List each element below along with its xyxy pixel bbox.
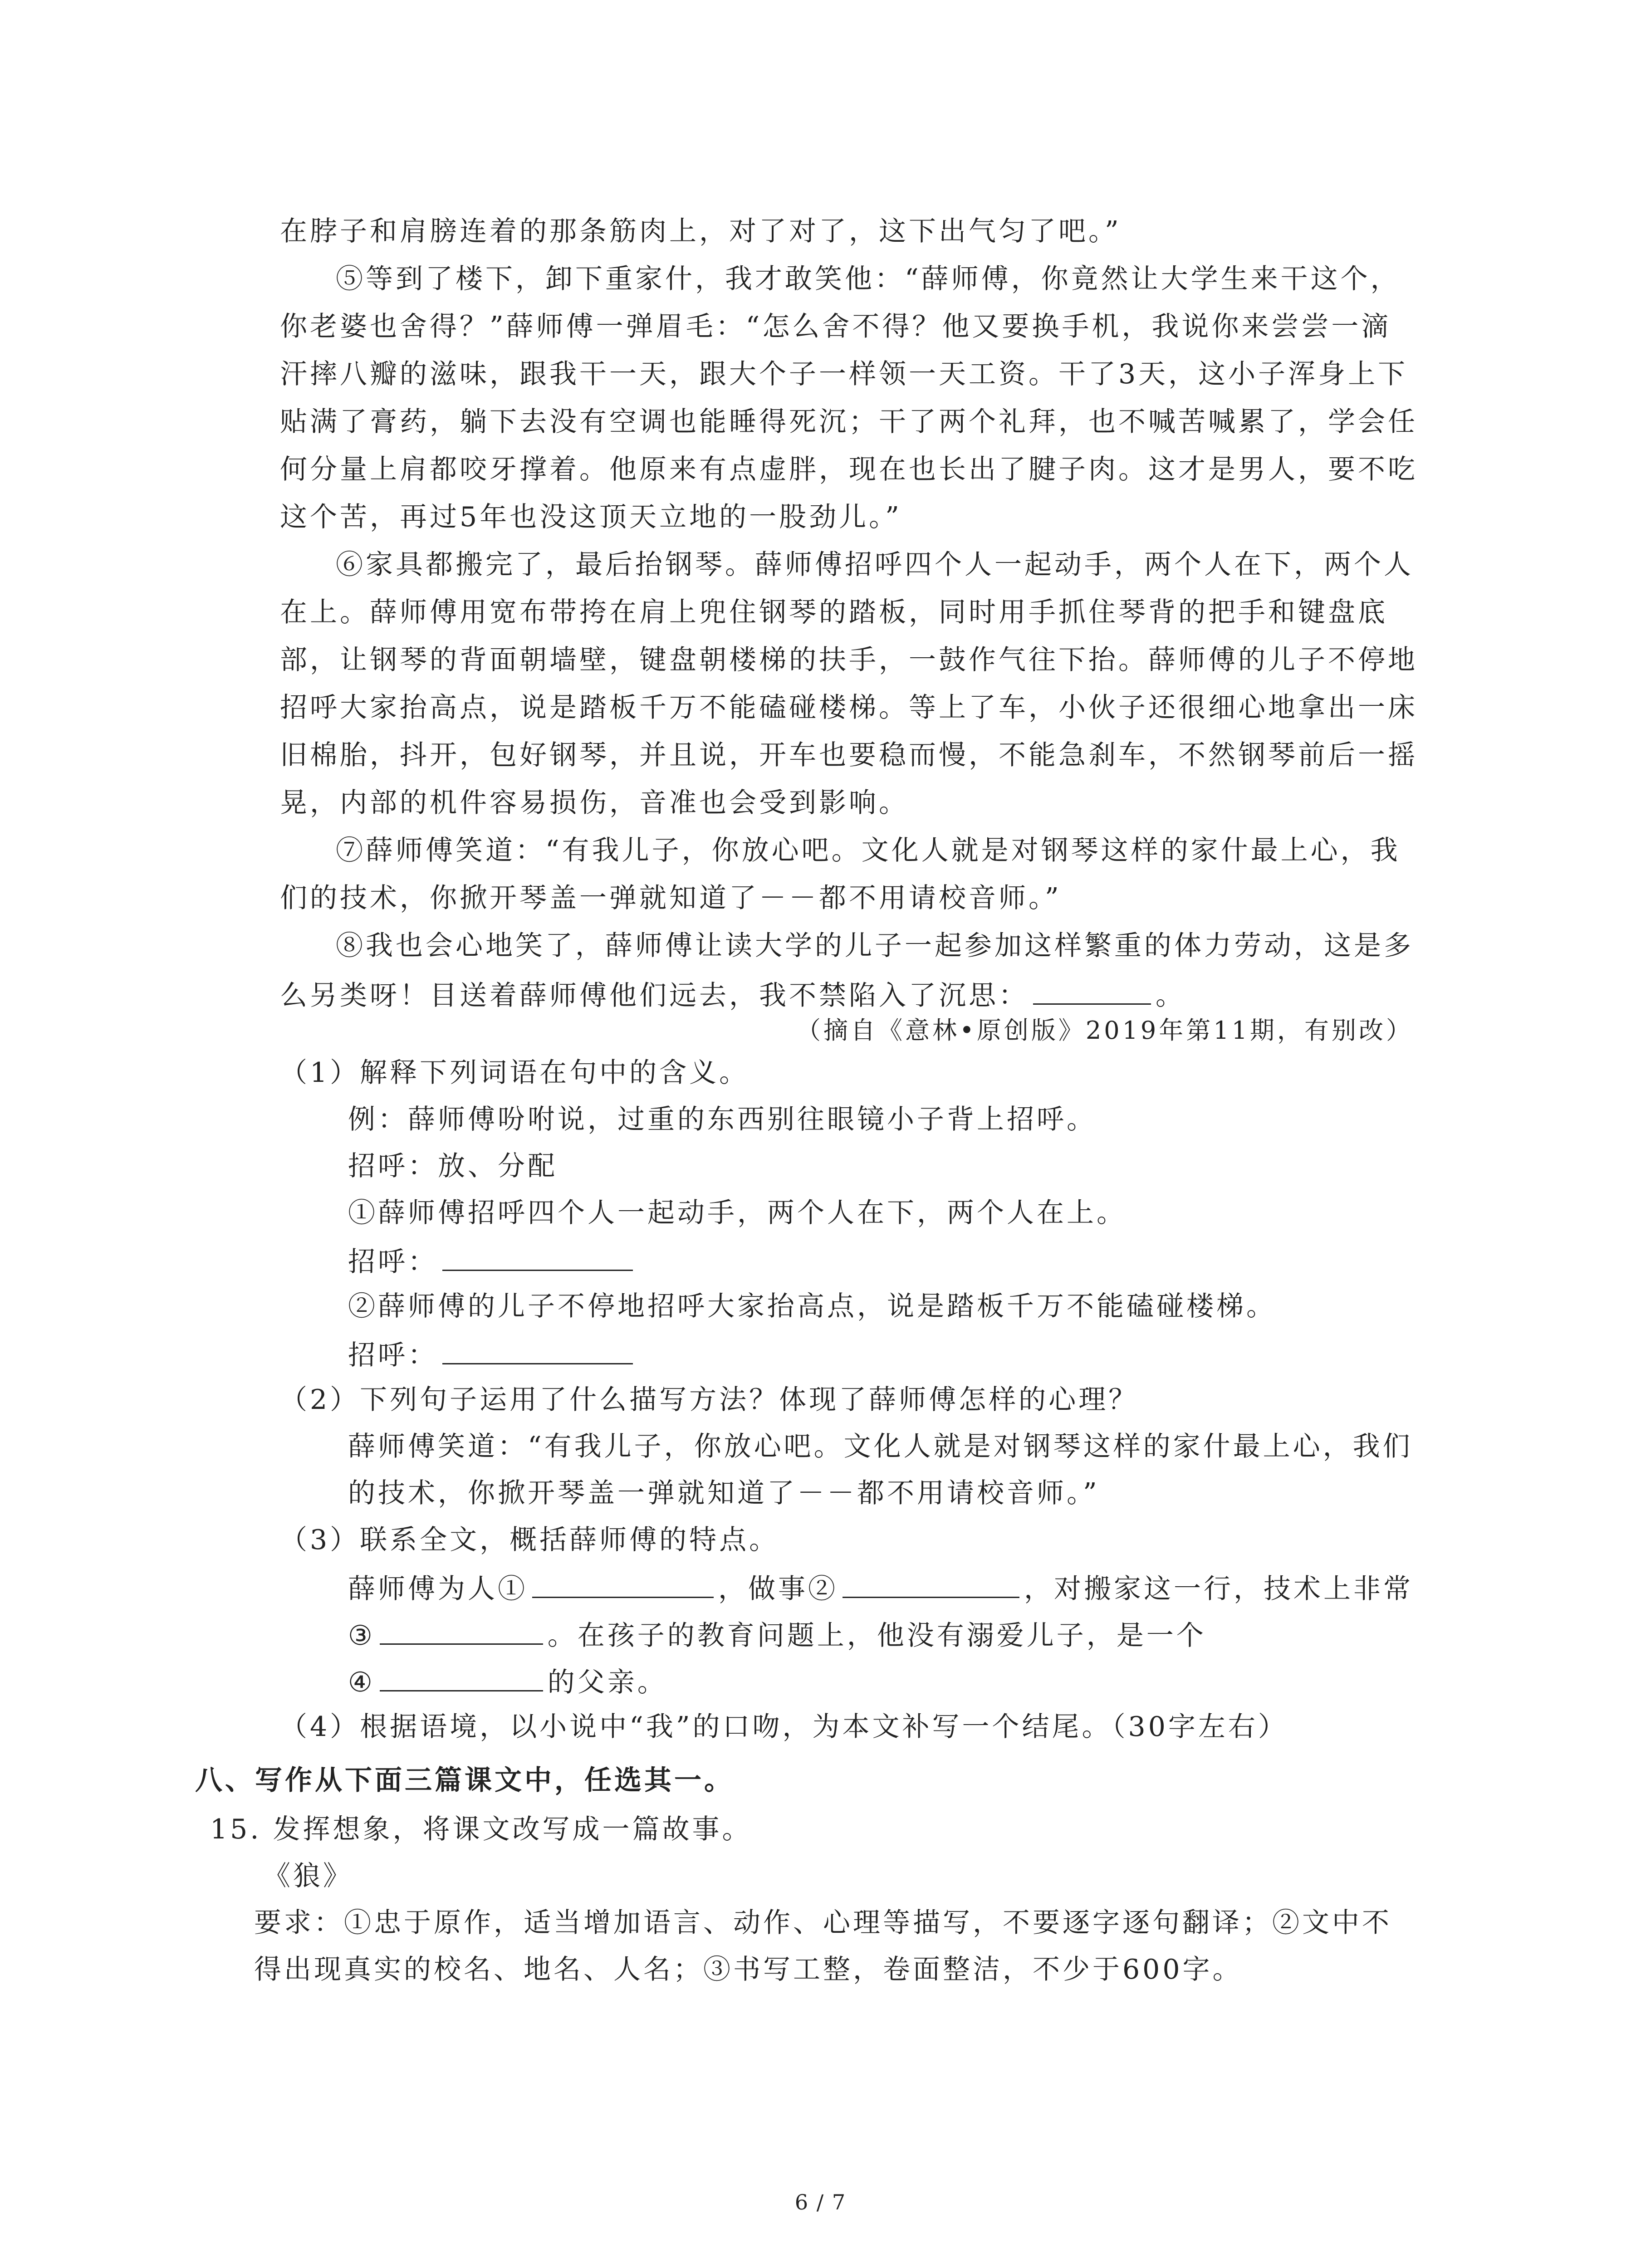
answer-label: 招呼：	[348, 1246, 438, 1278]
question-1-example-answer: 招呼：放、分配	[348, 1150, 558, 1182]
passage-line: 在脖子和肩膀连着的那条筋肉上，对了对了，这下出气匀了吧。”	[280, 215, 1122, 247]
question-3-line-2	[348, 1615, 1206, 1654]
answer-blank[interactable]	[380, 1662, 543, 1691]
answer-blank[interactable]	[1033, 975, 1151, 1005]
passage-p5-line: 汗摔八瓣的滋味，跟我干一天，跟大个子一样领一天工资。干了3天，这小子浑身上下	[280, 358, 1408, 390]
passage-p7-line: 们的技术，你掀开琴盖一弹就知道了－－都不用请校音师。”	[280, 882, 1062, 914]
question-1-title: （1）解释下列词语在句中的含义。	[280, 1057, 749, 1089]
passage-p5-line: 何分量上肩都咬牙撑着。他原来有点虚胖，现在也长出了腱子肉。这才是男人，要不吃	[280, 454, 1418, 485]
question-1-item-2: ②薛师傅的儿子不停地招呼大家抬高点，说是踏板千万不能磕碰楼梯。	[348, 1290, 1276, 1322]
question-3-text: 。在孩子的教育问题上，他没有溺爱儿子，是一个	[547, 1620, 1206, 1652]
passage-p6-line: 旧棉胎，抖开，包好钢琴，并且说，开车也要稳而慢，不能急刹车，不然钢琴前后一摇	[280, 739, 1418, 771]
answer-blank[interactable]	[532, 1569, 714, 1598]
answer-blank[interactable]	[442, 1335, 633, 1364]
question-4-title: （4）根据语境，以小说中“我”的口吻，为本文补写一个结尾。（30字左右）	[280, 1711, 1288, 1743]
question-2-title: （2）下列句子运用了什么描写方法？体现了薛师傅怎样的心理？	[280, 1384, 1139, 1416]
question-2-quote: 的技术，你掀开琴盖一弹就知道了－－都不用请校音师。”	[348, 1477, 1100, 1509]
text-title: 《狼》	[263, 1860, 353, 1892]
writing-requirement: 得出现真实的校名、地名、人名；③书写工整，卷面整洁，不少于600字。	[254, 1954, 1243, 1985]
question-3-text: ，做事②	[718, 1573, 838, 1605]
answer-label: 招呼：	[348, 1339, 438, 1371]
passage-source: （摘自《意林•原创版》2019年第11期，有别改）	[796, 1016, 1413, 1045]
passage-p8-period: 。	[1156, 980, 1185, 1012]
question-1-item-1: ①薛师傅招呼四个人一起动手，两个人在下，两个人在上。	[348, 1197, 1127, 1229]
passage-p6-line: 部，让钢琴的背面朝墙壁，键盘朝楼梯的扶手，一鼓作气往下抬。薛师傅的儿子不停地	[280, 644, 1418, 676]
question-15: 15. 发挥想象，将课文改写成一篇故事。	[210, 1813, 752, 1845]
passage-p5-line: ⑤等到了楼下，卸下重家什，我才敢笑他：“薛师傅，你竟然让大学生来干这个，	[336, 263, 1401, 295]
question-3-title: （3）联系全文，概括薛师傅的特点。	[280, 1524, 779, 1556]
question-1-example: 例：薛师傅吩咐说，过重的东西别往眼镜小子背上招呼。	[348, 1104, 1097, 1135]
answer-blank[interactable]	[380, 1615, 543, 1645]
passage-p5-line: 这个苦，再过5年也没这顶天立地的一股劲儿。”	[280, 501, 902, 533]
answer-blank[interactable]	[843, 1569, 1019, 1598]
passage-p8-line: ⑧我也会心地笑了，薛师傅让读大学的儿子一起参加这样繁重的体力劳动，这是多	[336, 930, 1414, 962]
question-3-line-1	[348, 1569, 1413, 1607]
passage-p8-line	[280, 975, 1185, 1014]
question-1-item-2-answer	[348, 1335, 637, 1374]
passage-p7-line: ⑦薛师傅笑道：“有我儿子，你放心吧。文化人就是对钢琴这样的家什最上心，我	[336, 835, 1401, 866]
page-number: 6 / 7	[794, 2190, 847, 2214]
passage-p6-line: 在上。薛师傅用宽布带挎在肩上兜住钢琴的踏板，同时用手抓住琴背的把手和键盘底	[280, 596, 1388, 628]
passage-p6-line: 招呼大家抬高点，说是踏板千万不能磕碰楼梯。等上了车，小伙子还很细心地拿出一床	[280, 692, 1418, 723]
passage-p6-line: ⑥家具都搬完了，最后抬钢琴。薛师傅招呼四个人一起动手，两个人在下，两个人	[336, 549, 1414, 581]
passage-p6-line: 晃，内部的机件容易损伤，音准也会受到影响。	[280, 787, 909, 819]
passage-p5-line: 你老婆也舍得？”薛师傅一弹眉毛：“怎么舍不得？他又要换手机，我说你来尝尝一滴	[280, 311, 1391, 342]
passage-p5-line: 贴满了膏药，躺下去没有空调也能睡得死沉；干了两个礼拜，也不喊苦喊累了，学会任	[280, 406, 1418, 438]
question-3-text: ④	[348, 1667, 375, 1698]
writing-requirement: 要求：①忠于原作，适当增加语言、动作、心理等描写，不要逐字逐句翻译；②文中不	[254, 1907, 1392, 1939]
question-3-text: 薛师傅为人①	[348, 1573, 528, 1605]
question-3-line-3	[348, 1662, 667, 1701]
passage-p8-text: 么另类呀！目送着薛师傅他们远去，我不禁陷入了沉思：	[280, 980, 1029, 1012]
question-1-item-1-answer	[348, 1242, 637, 1280]
question-2-quote: 薛师傅笑道：“有我儿子，你放心吧。文化人就是对钢琴这样的家什最上心，我们	[348, 1431, 1413, 1462]
question-3-text: ③	[348, 1620, 375, 1652]
section-title: 八、写作从下面三篇课文中，任选其一。	[195, 1765, 734, 1796]
question-3-text: 的父亲。	[547, 1667, 667, 1698]
answer-blank[interactable]	[442, 1242, 633, 1271]
question-3-text: ，对搬家这一行，技术上非常	[1024, 1573, 1413, 1605]
